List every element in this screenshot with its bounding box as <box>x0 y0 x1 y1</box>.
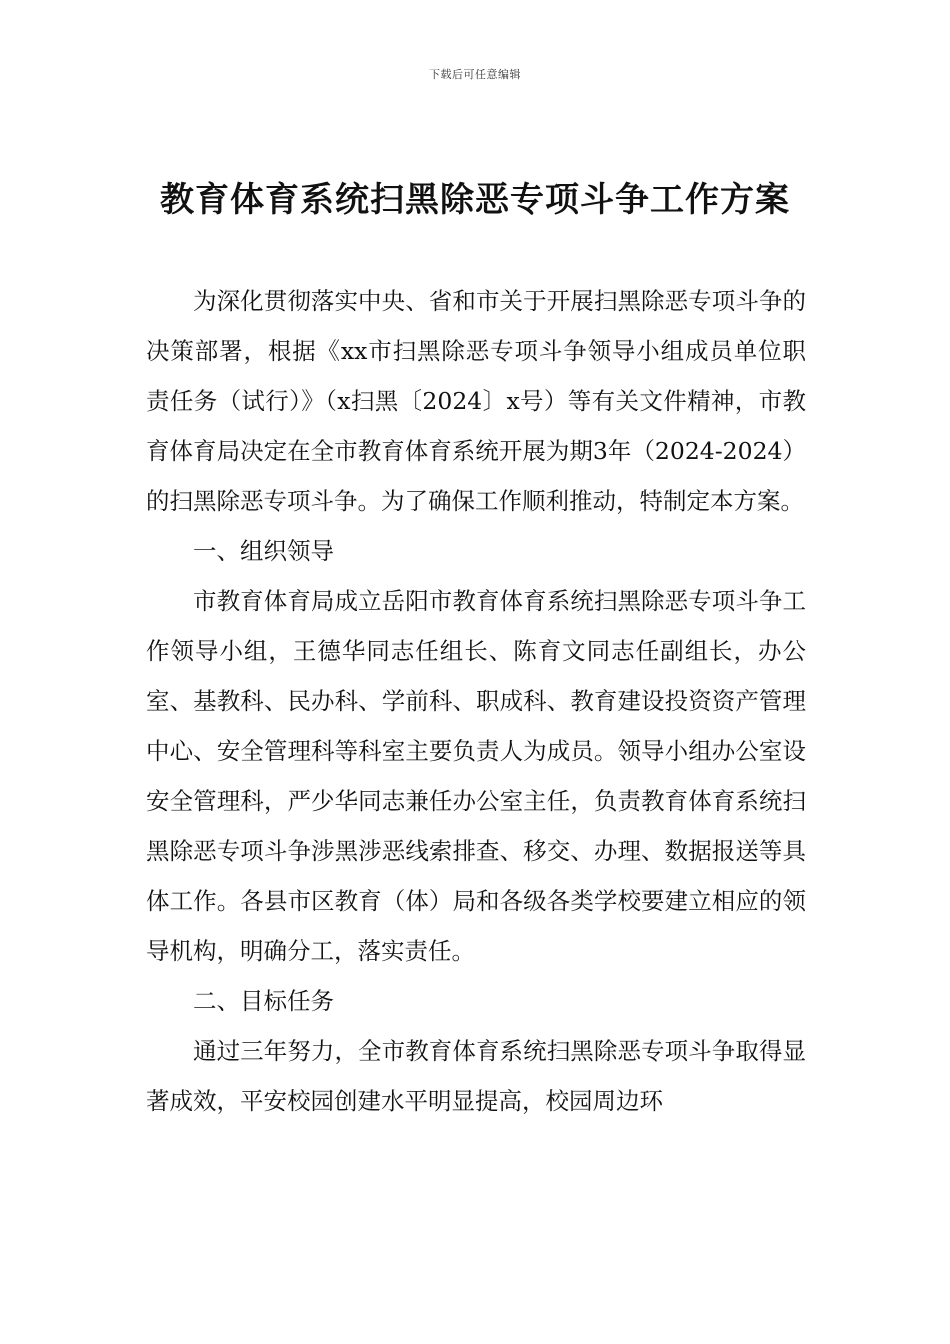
document-body <box>146 276 806 1126</box>
document-title: 教育体育系统扫黑除恶专项斗争工作方案 <box>160 180 790 220</box>
paragraph-goals: 通过三年努力，全市教育体育系统扫黑除恶专项斗争取得显著成效，平安校园创建水平明显提高，校园周边环 <box>146 1037 806 1115</box>
section-heading-goals: 二、目标任务 <box>193 987 334 1015</box>
paragraph-intro: 为深化贯彻落实中央、省和市关于开展扫黑除恶专项斗争的决策部署，根据《xx市扫黑除恶专项斗争领导小组成员单位职责任务（试行）》（x扫黑〔2024〕x号）等有关文件精神，市教育体育局决定在全市教育体育系统开展为期3年（2024-2024）的扫黑除恶专项斗争。为了确保工作顺利推动，特制定本方案。 <box>146 287 806 515</box>
section-heading-organization: 一、组织领导 <box>193 537 334 565</box>
paragraph-organization: 市教育体育局成立岳阳市教育体育系统扫黑除恶专项斗争工作领导小组，王德华同志任组长、陈育文同志任副组长，办公室、基教科、民办科、学前科、职成科、教育建设投资资产管理中心、安全管理科等科室主要负责人为成员。领导小组办公室设安全管理科，严少华同志兼任办公室主任，负责教育体育系统扫黑除恶专项斗争涉黑涉恶线索排查、移交、办理、数据报送等具体工作。各县市区教育（体）局和各级各类学校要建立相应的领导机构，明确分工，落实责任。 <box>146 587 806 965</box>
page-header-note: 下载后可任意编辑 <box>429 68 521 81</box>
